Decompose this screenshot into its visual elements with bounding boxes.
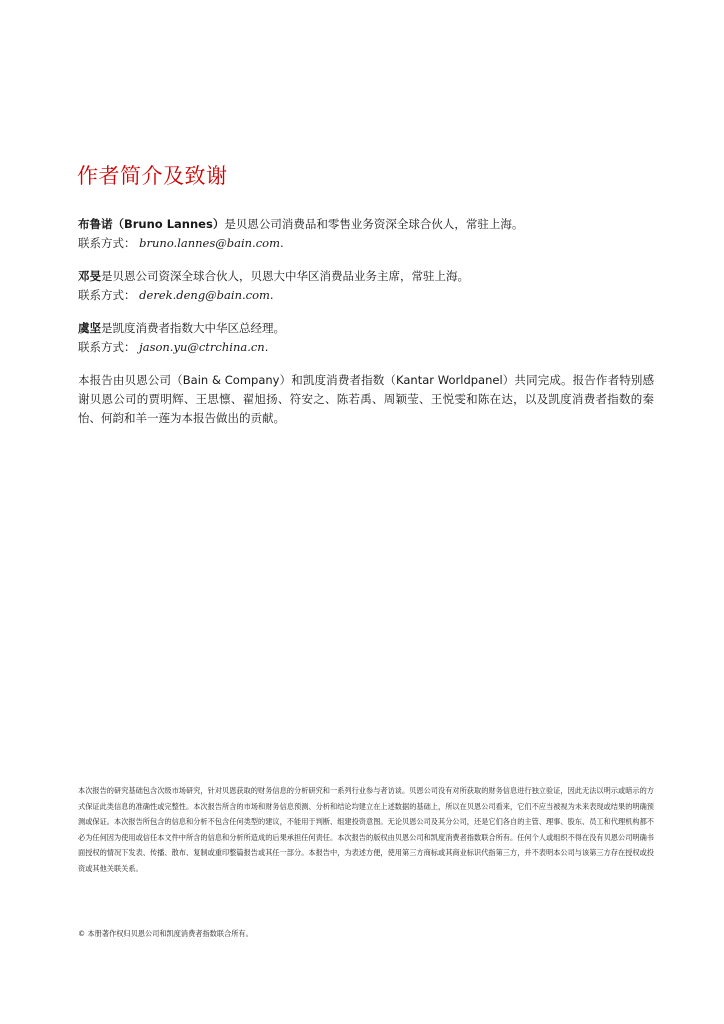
contact-label: 联系方式： (78, 288, 136, 302)
author-name: 布鲁诺（Bruno Lannes） (78, 217, 225, 231)
email-suffix: . (269, 288, 274, 302)
contact-label: 联系方式： (78, 236, 136, 250)
author-email-link[interactable]: derek.deng@bain.com (139, 288, 270, 302)
author-contact-line (78, 234, 668, 253)
author-bio: 是凯度消费者指数大中华区总经理。 (101, 321, 285, 335)
author-bio: 是贝恩公司资深全球合伙人，贝恩大中华区消费品业务主席，常驻上海。 (101, 269, 469, 283)
author-bio-line (78, 215, 668, 234)
author-derek-deng (78, 267, 668, 305)
email-suffix: . (264, 340, 269, 354)
disclaimer-paragraph: 本次报告的研究基础包含次级市场研究，针对贝恩获取的财务信息的分析研究和一系列行业参与者访谈。贝恩公司没有对所获取的财务信息进行独立验证，因此无法以明示或暗示的方式保证此类信息的准确性或完整性。本次报告所含的市场和财务信息预测、分析和结论均建立在上述数据的基础上，所以在贝恩公司看来，它们不应当被视为未来表现或结果的明确预测或保证。本次报告所包含的信息和分析不包含任何类型的建议，不能用于判断、组建投资意图。无论贝恩公司及其分公司，还是它们各自的主管、理事、股东、员工和代理机构都不必为任何因为使用或信任本文件中所含的信息和分析所造成的后果承担任何责任。本次报告的版权由贝恩公司和凯度消费者指数联合所有。任何个人或组织不得在没有贝恩公司明确书面授权的情况下发表、传播、散布、复制或重印整篇报告或其任一部分。本报告中，为表述方便，使用第三方商标或其商业标识代指第三方，并不表明本公司与该第三方存在授权或投资或其他关联关系。 (78, 786, 654, 873)
author-bio-line (78, 267, 668, 286)
author-jason-yu (78, 319, 668, 357)
author-name: 虞坚 (78, 321, 101, 335)
author-bio-line (78, 319, 668, 338)
author-contact-line (78, 286, 668, 305)
author-contact-line (78, 338, 668, 357)
author-email-link[interactable]: jason.yu@ctrchina.cn (139, 340, 265, 354)
copyright-notice: © 本册著作权归贝恩公司和凯度消费者指数联合所有。 (78, 929, 253, 938)
contact-label: 联系方式： (78, 340, 136, 354)
author-bio: 是贝恩公司消费品和零售业务资深全球合伙人，常驻上海。 (224, 217, 524, 231)
author-name: 邓旻 (78, 269, 101, 283)
author-email-link[interactable]: bruno.lannes@bain.com (139, 236, 280, 250)
page-title: 作者简介及致谢 (77, 164, 228, 188)
author-bruno-lannes (78, 215, 668, 253)
acknowledgement-paragraph: 本报告由贝恩公司（Bain & Company）和凯度消费者指数（Kantar Worldpanel）共同完成。报告作者特别感谢贝恩公司的贾明辉、王思懔、翟旭扬、符安之、陈若禹、周颖莹、王悦雯和陈在达，以及凯度消费者指数的秦怡、何韵和羊一莲为本报告做出的贡献。 (78, 373, 654, 425)
email-suffix: . (280, 236, 284, 250)
